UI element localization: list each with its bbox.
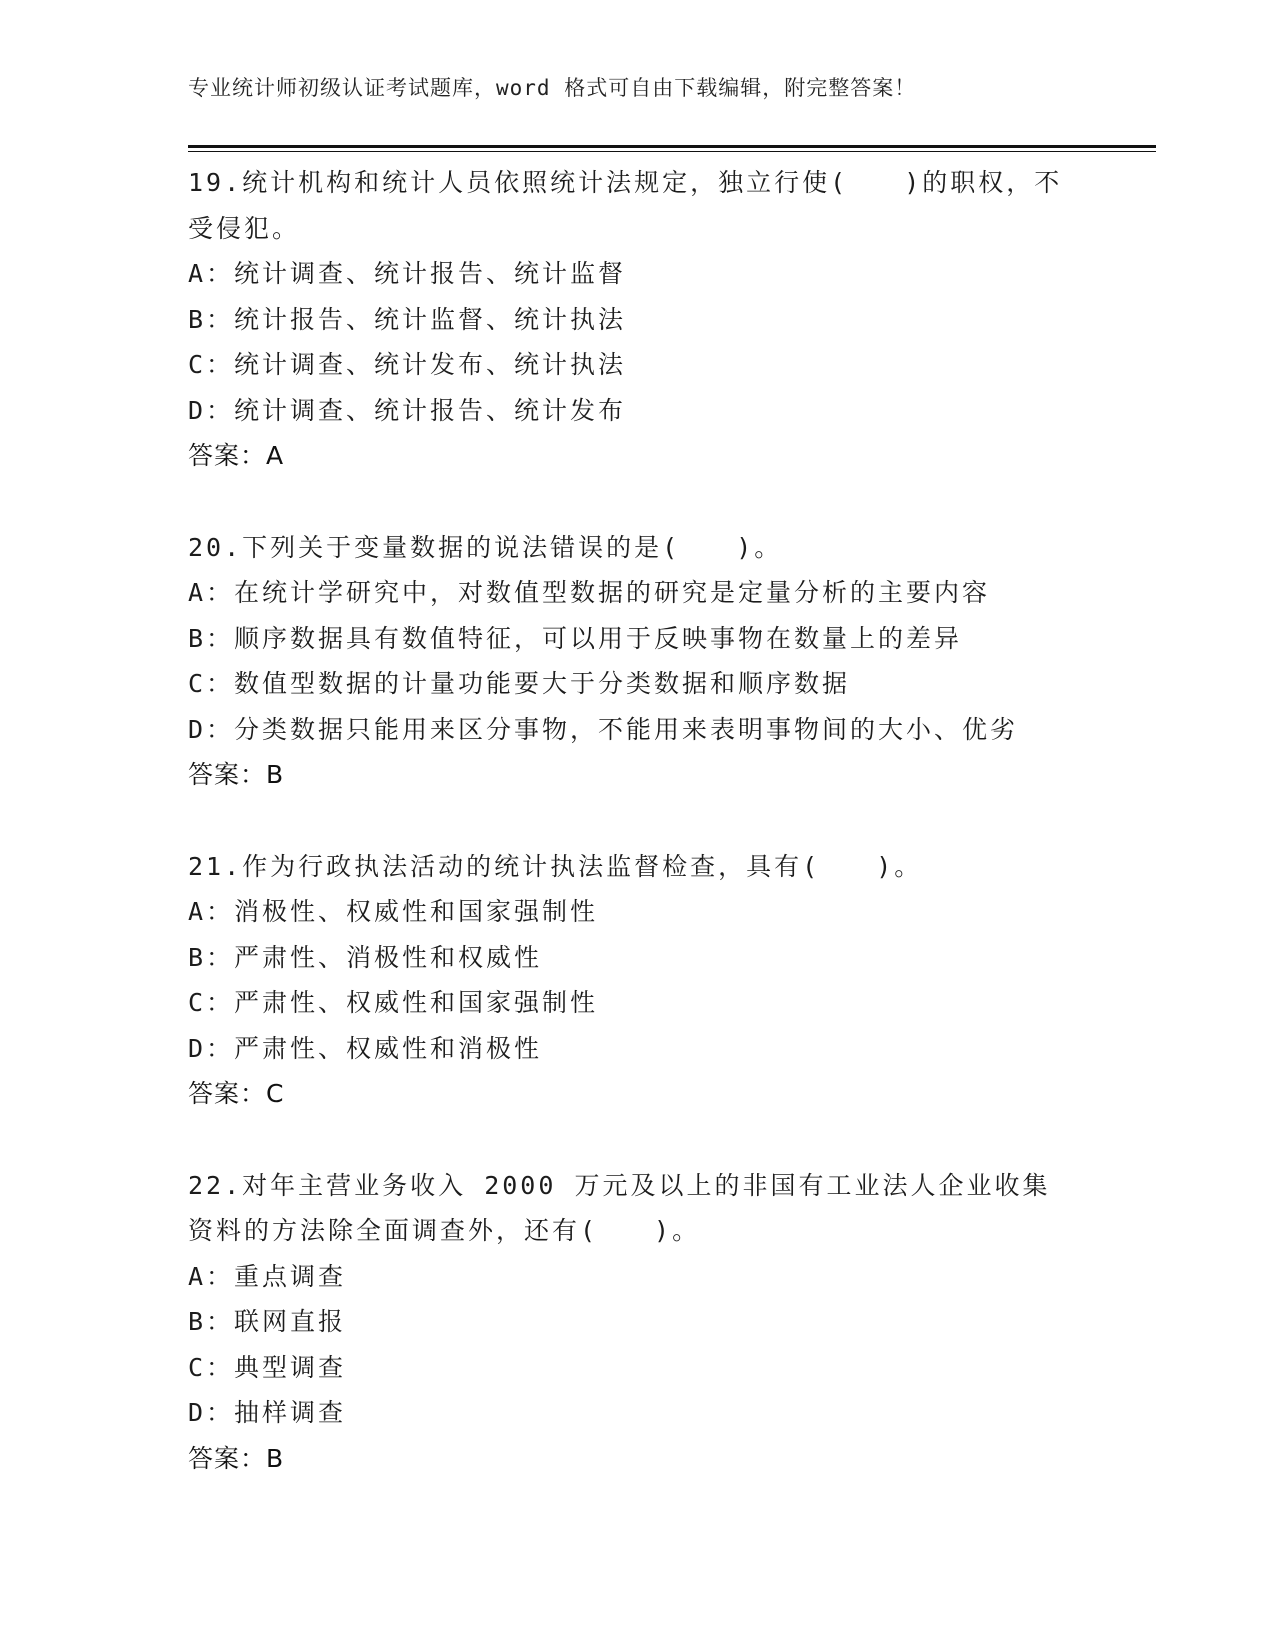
option-b: B：统计报告、统计监督、统计执法 — [188, 304, 627, 334]
option-a: A：重点调查 — [188, 1261, 347, 1291]
question-stem: 19.统计机构和统计人员依照统计法规定，独立行使( )的职权，不受侵犯。 — [188, 168, 1063, 243]
answer-label: 答案：B — [188, 1443, 285, 1473]
question-stem: 21.作为行政执法活动的统计执法监督检查，具有( )。 — [188, 851, 923, 881]
option-c: C：典型调查 — [188, 1352, 347, 1382]
answer-label: 答案：C — [188, 1079, 285, 1108]
option-a: A：统计调查、统计报告、统计监督 — [188, 259, 627, 288]
question-20 — [188, 525, 1088, 798]
option-d: D：分类数据只能用来区分事物，不能用来表明事物间的大小、优劣 — [188, 714, 1019, 744]
option-c: C：统计调查、统计发布、统计执法 — [188, 350, 627, 379]
question-list — [188, 160, 1088, 1527]
option-d: D：严肃性、权威性和消极性 — [188, 1033, 543, 1063]
question-22 — [188, 1163, 1088, 1482]
option-a: A：消极性、权威性和国家强制性 — [188, 897, 599, 926]
option-d: D：统计调查、统计报告、统计发布 — [188, 395, 627, 425]
option-c: C：数值型数据的计量功能要大于分类数据和顺序数据 — [188, 669, 851, 698]
question-stem: 22.对年主营业务收入 2000 万元及以上的非国有工业法人企业收集资料的方法除全面调查外，还有( )。 — [188, 1170, 1051, 1245]
answer-label: 答案：A — [188, 441, 285, 470]
question-21 — [188, 844, 1088, 1117]
option-b: B：严肃性、消极性和权威性 — [188, 942, 543, 972]
option-a: A：在统计学研究中，对数值型数据的研究是定量分析的主要内容 — [188, 578, 991, 607]
option-d: D：抽样调查 — [188, 1398, 347, 1427]
answer-label: 答案：B — [188, 760, 285, 789]
option-b: B：联网直报 — [188, 1307, 347, 1336]
header-divider — [188, 145, 1156, 152]
option-b: B：顺序数据具有数值特征，可以用于反映事物在数量上的差异 — [188, 623, 963, 653]
option-c: C：严肃性、权威性和国家强制性 — [188, 988, 599, 1017]
question-stem: 20.下列关于变量数据的说法错误的是( )。 — [188, 532, 783, 562]
question-19 — [188, 160, 1088, 479]
page-header: 专业统计师初级认证考试题库，word 格式可自由下载编辑，附完整答案！ — [188, 76, 917, 100]
